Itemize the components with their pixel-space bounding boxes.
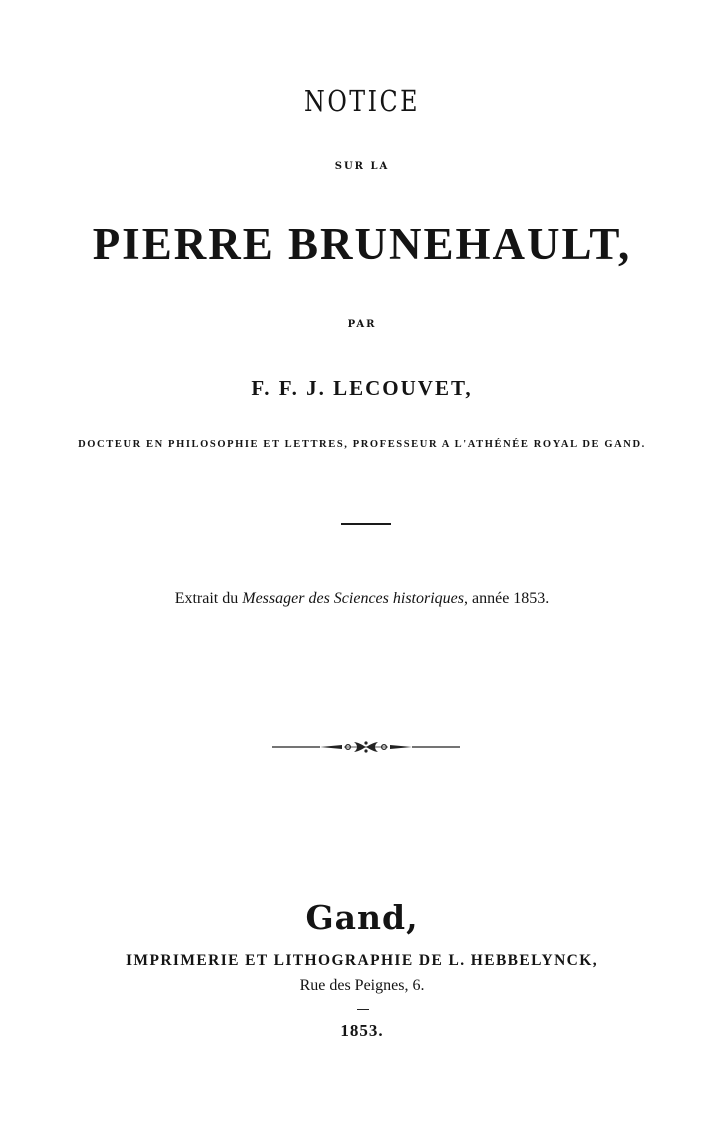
printer-name: IMPRIMERIE ET LITHOGRAPHIE DE L. HEBBELYNCK,: [125, 952, 598, 969]
connector-text: SUR LA: [334, 161, 390, 172]
author-name: F. F. J. LECOUVET,: [251, 376, 473, 400]
journal-name: Messager des Sciences historiques: [242, 590, 464, 607]
city-name: Gand,: [305, 898, 419, 937]
extract-prefix: Extrait du: [174, 590, 243, 607]
printer-address: Rue des Peignes, 6.: [299, 977, 425, 994]
extract-suffix: , année 1853.: [463, 590, 550, 607]
ornament-divider: [272, 739, 460, 755]
divider-rule: [341, 523, 391, 525]
small-rule: [357, 1009, 369, 1010]
main-title: PIERRE BRUNEHAULT,: [92, 219, 632, 269]
by-text: PAR: [347, 319, 377, 330]
extract-note: [0, 590, 724, 608]
author-credentials: DOCTEUR EN PHILOSOPHIE ET LETTRES, PROFESSEUR A L'ATHÉNÉE ROYAL DE GAND.: [78, 439, 646, 450]
notice-heading: NOTICE: [304, 84, 420, 118]
publication-year: 1853.: [340, 1021, 384, 1040]
